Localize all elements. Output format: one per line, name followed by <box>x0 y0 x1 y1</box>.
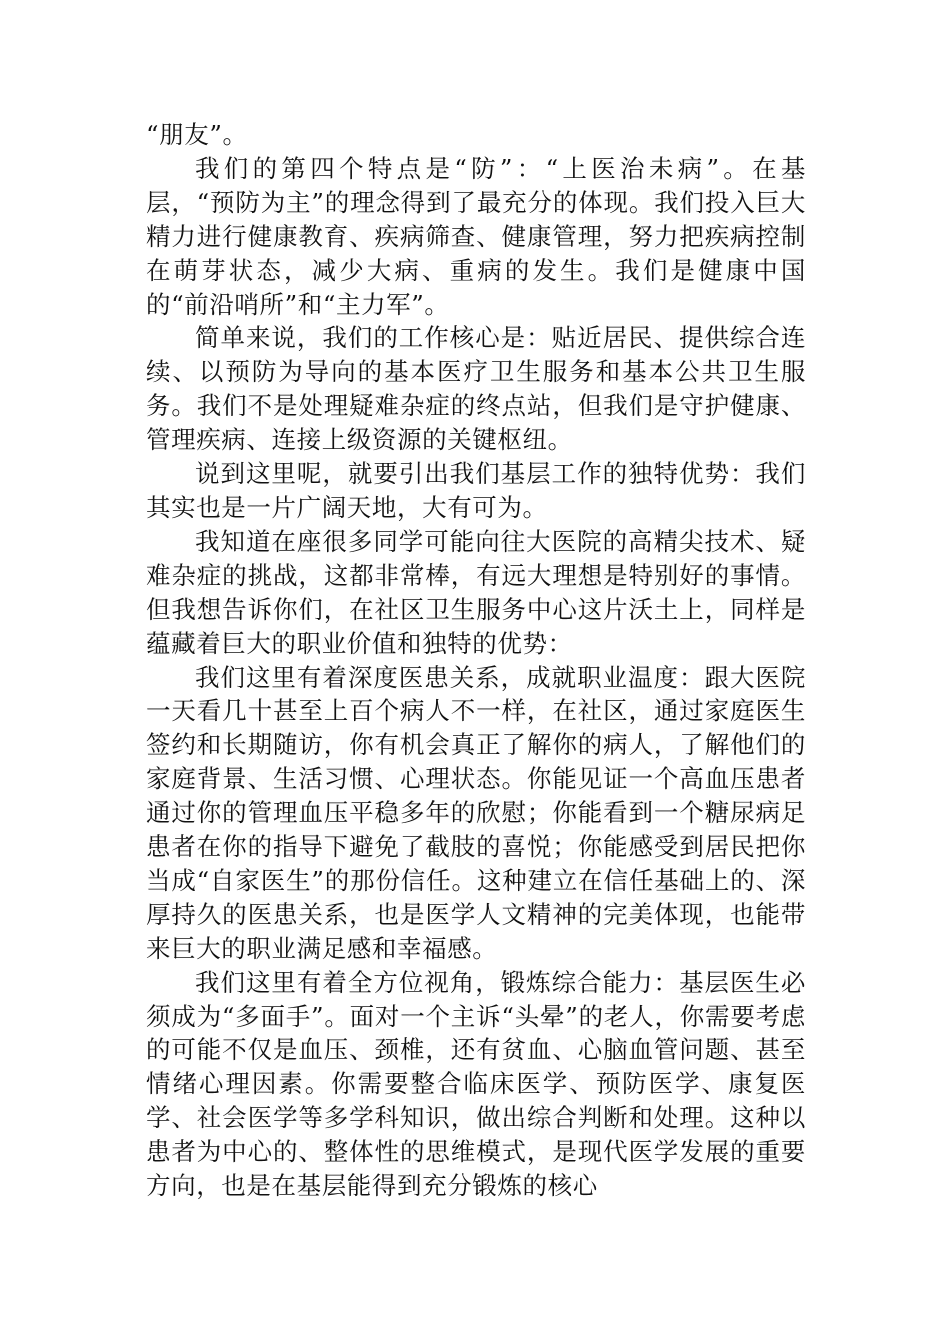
paragraph-advantages-intro: 说到这里呢，就要引出我们基层工作的独特优势：我们其实也是一片广阔天地，大有可为。 <box>146 459 806 522</box>
document-body <box>146 118 806 1203</box>
paragraph-work-core: 简单来说，我们的工作核心是：贴近居民、提供综合连续、以预防为导向的基本医疗卫生服务和基本公共卫生服务。我们不是处理疑难杂症的终点站，但我们是守护健康、管理疾病、连接上级资源的关键枢纽。 <box>146 323 806 455</box>
paragraph-comprehensive-ability: 我们这里有着全方位视角，锻炼综合能力：基层医生必须成为“多面手”。面对一个主诉“头晕”的老人，你需要考虑的可能不仅是血压、颈椎，还有贫血、心脑血管问题、甚至情绪心理因素。你需要整合临床医学、预防医学、康复医学、社会医学等多学科知识，做出综合判断和处理。这种以患者为中心的、整体性的思维模式，是现代医学发展的重要方向，也是在基层能得到充分锻炼的核心 <box>146 967 806 1201</box>
paragraph-continuation: “朋友”。 <box>146 120 248 149</box>
paragraph-prevention: 我们的第四个特点是“防”：“上医治未病”。在基层，“预防为主”的理念得到了最充分的体现。我们投入巨大精力进行健康教育、疾病筛查、健康管理，努力把疾病控制在萌芽状态，减少大病、重病的发生。我们是健康中国的“前沿哨所”和“主力军”。 <box>146 153 806 319</box>
paragraph-doctor-patient-relationship: 我们这里有着深度医患关系，成就职业温度：跟大医院一天看几十甚至上百个病人不一样，在社区，通过家庭医生签约和长期随访，你有机会真正了解你的病人，了解他们的家庭背景、生活习惯、心理状态。你能见证一个高血压患者通过你的管理血压平稳多年的欣慰；你能看到一个糖尿病足患者在你的指导下避免了截肢的喜悦；你能感受到居民把你当成“自家医生”的那份信任。这种建立在信任基础上的、深厚持久的医患关系，也是医学人文精神的完美体现，也能带来巨大的职业满足感和幸福感。 <box>146 662 806 963</box>
paragraph-career-value: 我知道在座很多同学可能向往大医院的高精尖技术、疑难杂症的挑战，这都非常棒，有远大理想是特别好的事情。但我想告诉你们，在社区卫生服务中心这片沃土上，同样是蕴藏着巨大的职业价值和独特的优势： <box>146 526 806 658</box>
